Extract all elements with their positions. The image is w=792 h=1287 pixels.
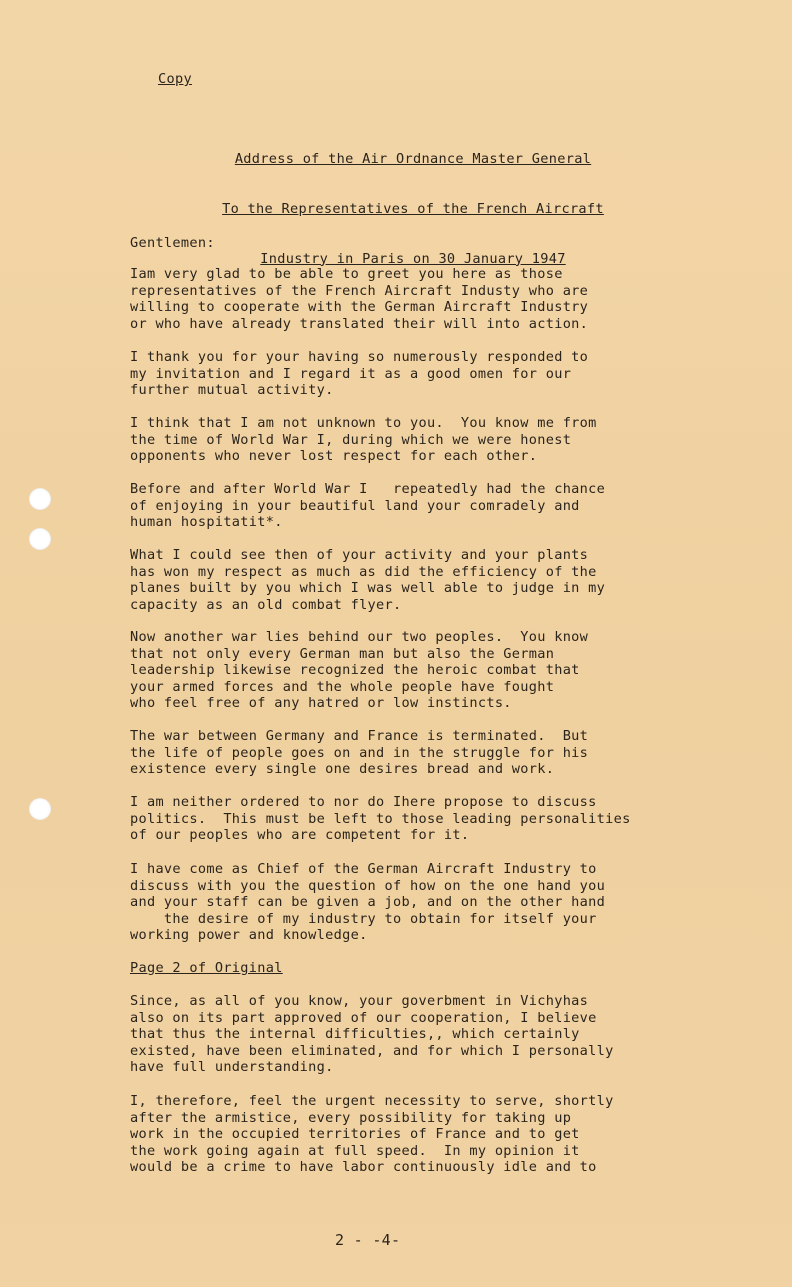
paragraph-7: The war between Germany and France is terminated. But the life of people goes on and in the struggle for his existence every single one desires bread and work. [130, 728, 589, 778]
paragraph-2: I thank you for your having so numerously responded to my invitation and I regard it as a good omen for our further mutual activity. [130, 349, 589, 399]
paragraph-5: What I could see then of your activity and your plants has won my respect as much as did the efficiency of the planes built by you which I was well able to judge in my capacity as an old combat flyer. [130, 547, 606, 613]
paragraph-10: Since, as all of you know, your goverbment in Vichyhas also on its part approved of our cooperation, I believe that thus the internal difficulties,, which certainly existed, have been eliminated, and for which I personally have full understanding. [130, 993, 614, 1076]
paragraph-3: I think that I am not unknown to you. You know me from the time of World War I, during which we were honest opponents who never lost respect for each other. [130, 415, 597, 465]
paragraph-11: I, therefore, feel the urgent necessity to serve, shortly after the armistice, every possibility for taking up work in the occupied territories of France and to get the work going again at full speed. In my opinion it would be a crime to have labor continuously idle and to [130, 1093, 614, 1176]
paragraph-4: Before and after World War I repeatedly had the chance of enjoying in your beautiful land your comradely and human hospitatit*. [130, 481, 606, 531]
paragraph-6: Now another war lies behind our two peoples. You know that not only every German man but also the German leadership likewise recognized the heroic combat that your armed forces and the whole people have fought who feel free of any hatred or low instincts. [130, 629, 589, 712]
title-line-3: Industry in Paris on 30 January 1947 [260, 250, 566, 267]
punch-hole-bottom [29, 798, 51, 820]
title-line-1: Address of the Air Ordnance Master General [234, 151, 592, 168]
footer-page-number: 2 - -4- [335, 1231, 401, 1249]
salutation: Gentlemen: [130, 235, 215, 251]
page-reference: Page 2 of Original [130, 960, 283, 976]
paragraph-1: Iam very glad to be able to greet you here as those representatives of the French Aircraft Industy who are willing to cooperate with the German Aircraft Industry or who have already translated their will into action. [130, 266, 589, 332]
punch-hole-top [29, 488, 51, 510]
title-line-2: To the Representatives of the French Aircraft [222, 200, 604, 217]
paragraph-9: I have come as Chief of the German Aircraft Industry to discuss with you the question of how on the one hand you and your staff can be given a job, and on the other hand the desire of my industry to obtain for itself your working power and knowledge. [130, 861, 606, 944]
copy-label: Copy [158, 71, 192, 87]
punch-hole-middle [29, 528, 51, 550]
paragraph-8: I am neither ordered to nor do Ihere propose to discuss politics. This must be left to those leading personalities of our peoples who are competent for it. [130, 794, 631, 844]
